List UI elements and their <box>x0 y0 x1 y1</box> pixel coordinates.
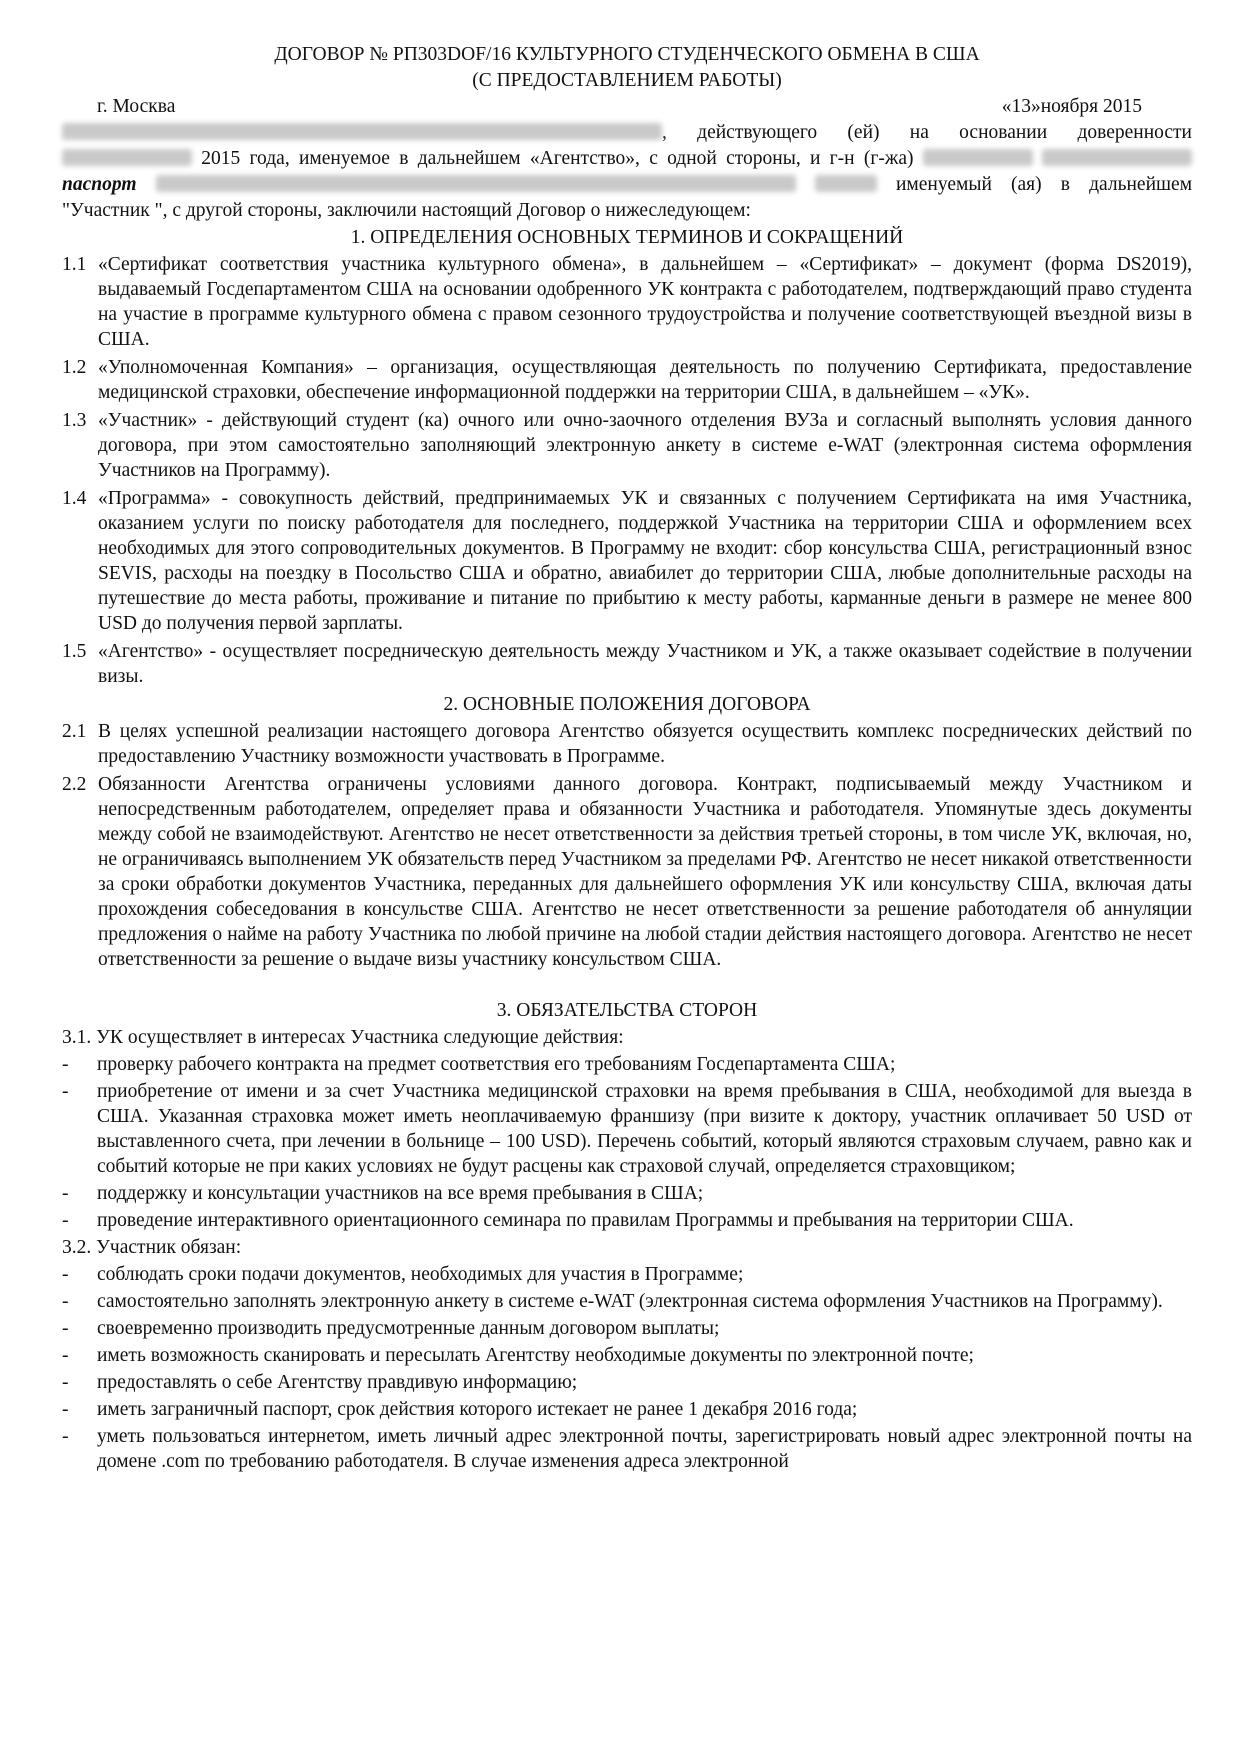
intro-part2: 2015 года, именуемое в дальнейшем «Агентство», с одной стороны, и г-н (г-жа) <box>201 148 914 169</box>
list-item <box>62 1343 1192 1368</box>
dash-marker: - <box>62 1399 69 1420</box>
item-number: 2.2 <box>62 774 87 795</box>
item-number: 1.1 <box>62 254 87 275</box>
item-number: 1.2 <box>62 357 87 378</box>
contract-subtitle: (С ПРЕДОСТАВЛЕНИЕМ РАБОТЫ) <box>472 70 782 91</box>
city-date-line <box>62 94 1192 120</box>
list-item <box>62 719 1192 769</box>
item-number: 1.4 <box>62 488 87 509</box>
redacted-participant-name <box>923 149 1033 166</box>
city: г. Москва <box>97 96 176 117</box>
list-item <box>62 772 1192 972</box>
dash-marker: - <box>62 1210 69 1231</box>
item-number: 1.5 <box>62 641 87 662</box>
item-text: своевременно производить предусмотренные данным договором выплаты; <box>97 1318 720 1339</box>
item-text: приобретение от имени и за счет Участника медицинской страховки на время пребывания в США, необходимой для выезда в США. Указанная страховка может иметь неоплачиваемую франшизу (при визите к доктору, участник оплачивает 50 USD от выставленного счета, при лечении в больнице – 100 USD). Перечень событий, который являются страховым случаем, равно как и событий которые не при каких условиях не будут расцены как страховой случай, определяется страховщиком; <box>97 1081 1192 1177</box>
dash-marker: - <box>62 1318 69 1339</box>
contract-date: «13»ноября 2015 <box>1001 96 1142 117</box>
redacted-power-of-attorney <box>62 149 192 166</box>
list-item <box>62 1289 1192 1314</box>
item-text: «Сертификат соответствия участника культурного обмена», в дальнейшем – «Сертификат» – документ (форма DS2019), выдаваемый Госдепартаментом США на основании одобренного УК контракта с работодателем, подтверждающий право студента на участие в программе культурного обмена с правом сезонного трудоустройства и получение соответствующей въездной визы в США. <box>98 254 1192 350</box>
section1-heading: 1. ОПРЕДЕЛЕНИЯ ОСНОВНЫХ ТЕРМИНОВ И СОКРАЩЕНИЙ <box>350 227 904 248</box>
list-item <box>62 1397 1192 1422</box>
item-text: «Агентство» - осуществляет посредническую деятельность между Участником и УК, а также оказывает содействие в получении визы. <box>98 641 1192 687</box>
list-item <box>62 1079 1192 1179</box>
list-item <box>62 1262 1192 1287</box>
dash-marker: - <box>62 1081 69 1102</box>
item-number: 2.1 <box>62 721 87 742</box>
list-item <box>62 639 1192 689</box>
item-text: самостоятельно заполнять электронную анкету в системе e-WAT (электронная система оформления Участников на Программу). <box>97 1291 1163 1312</box>
dash-marker: - <box>62 1426 69 1447</box>
redacted-agency-name <box>62 123 662 140</box>
item-text: иметь возможность сканировать и пересылать Агентству необходимые документы по электронной почте; <box>97 1345 974 1366</box>
item-text: «Уполномоченная Компания» – организация, осуществляющая деятельность по получению Сертификата, предоставление медицинской страховки, обеспечение информационной поддержки на территории США, в дальнейшем – «УК». <box>98 357 1192 403</box>
item-text: соблюдать сроки подачи документов, необходимых для участия в Программе; <box>97 1264 744 1285</box>
list-item <box>62 1316 1192 1341</box>
section-gap <box>62 975 1192 997</box>
item-text: предоставлять о себе Агентству правдивую информацию; <box>97 1372 578 1393</box>
list-item <box>62 1181 1192 1206</box>
intro-paragraph <box>62 120 1192 224</box>
clause-3-2: 3.2. Участник обязан: <box>62 1237 242 1258</box>
list-item <box>62 1424 1192 1474</box>
dash-marker: - <box>62 1054 69 1075</box>
item-text: уметь пользоваться интернетом, иметь личный адрес электронной почты, зарегистрировать новый адрес электронной почты на домене .com по требованию работодателя. В случае изменения адреса электронной <box>97 1426 1192 1472</box>
item-text: проведение интерактивного ориентационного семинара по правилам Программы и пребывания на территории США. <box>97 1210 1074 1231</box>
dash-marker: - <box>62 1264 69 1285</box>
intro-part1: , действующего (ей) на основании доверенности <box>662 122 1192 143</box>
item-text: «Программа» - совокупность действий, предпринимаемых УК и связанных с получением Сертификата на имя Участника, оказанием услуги по поиску работодателя для последнего, поддержкой Участника на территории США и оформлением всех необходимых для этого сопроводительных документов. В Программу не входит: сбор консульства США, регистрационный взнос SEVIS, расходы на поездку в Посольство США и обратно, авиабилет до территории США, любые дополнительные расходы на путешествие до места работы, проживание и питание по прибытию к месту работы, карманные деньги в размере не менее 800 USD до получения первой зарплаты. <box>98 488 1192 634</box>
clause-3-1: 3.1. УК осуществляет в интересах Участника следующие действия: <box>62 1027 624 1048</box>
list-item <box>62 408 1192 483</box>
intro-part3: именуемый (ая) в дальнейшем "Участник ", с другой стороны, заключили настоящий Договор о нижеследующем: <box>62 174 1193 221</box>
list-item <box>62 1052 1192 1077</box>
redacted-passport-data-2 <box>815 175 877 192</box>
item-text: «Участник» - действующий студент (ка) очного или очно-заочного отделения ВУЗа и согласный выполнять условия данного договора, при этом самостоятельно заполняющий электронную анкету в системе e-WAT (электронная система оформления Участников на Программу). <box>98 410 1192 481</box>
list-item <box>62 1208 1192 1233</box>
dash-marker: - <box>62 1372 69 1393</box>
list-item <box>62 252 1192 352</box>
item-number: 1.3 <box>62 410 87 431</box>
contract-page <box>62 42 1192 1476</box>
contract-title: ДОГОВОР № РП303DOF/16 КУЛЬТУРНОГО СТУДЕНЧЕСКОГО ОБМЕНА В США <box>274 44 980 65</box>
item-text: Обязанности Агентства ограничены условиями данного договора. Контракт, подписываемый между Участником и непосредственным работодателем, определяет права и обязанности Участника и работодателя. Упомянутые здесь документы между собой не взаимодействуют. Агентство не несет ответственности за действия третьей стороны, в том числе УК, включая, но, не ограничиваясь выполнением УК обязательств перед Участником за пределами РФ. Агентство не несет никакой ответственности за сроки обработки документов Участника, переданных для дальнейшего оформления УК или консульству США, включая даты прохождения собеседования в консульстве США. Агентство не несет ответственности за решение работодателя об аннуляции предложения о найме на работу Участника по любой причине на любой стадии действия настоящего договора. Агентство не несет ответственности за решение о выдаче визы участнику консульством США. <box>98 774 1192 970</box>
item-text: иметь заграничный паспорт, срок действия которого истекает не ранее 1 декабря 2016 года; <box>97 1399 858 1420</box>
dash-marker: - <box>62 1345 69 1366</box>
item-text: В целях успешной реализации настоящего договора Агентство обязуется осуществить комплекс посреднических действий по предоставлению Участнику возможности участвовать в Программе. <box>98 721 1192 767</box>
item-text: поддержку и консультации участников на все время пребывания в США; <box>97 1183 704 1204</box>
list-item <box>62 1370 1192 1395</box>
redacted-participant-name-2 <box>1042 149 1192 166</box>
list-item <box>62 355 1192 405</box>
list-item <box>62 486 1192 636</box>
redacted-passport-data <box>156 175 796 192</box>
section3-heading: 3. ОБЯЗАТЕЛЬСТВА СТОРОН <box>496 1000 758 1021</box>
passport-label: паспорт <box>62 174 137 195</box>
item-text: проверку рабочего контракта на предмет соответствия его требованиям Госдепартамента США; <box>97 1054 896 1075</box>
dash-marker: - <box>62 1183 69 1204</box>
section2-heading: 2. ОСНОВНЫЕ ПОЛОЖЕНИЯ ДОГОВОРА <box>443 694 811 715</box>
dash-marker: - <box>62 1291 69 1312</box>
